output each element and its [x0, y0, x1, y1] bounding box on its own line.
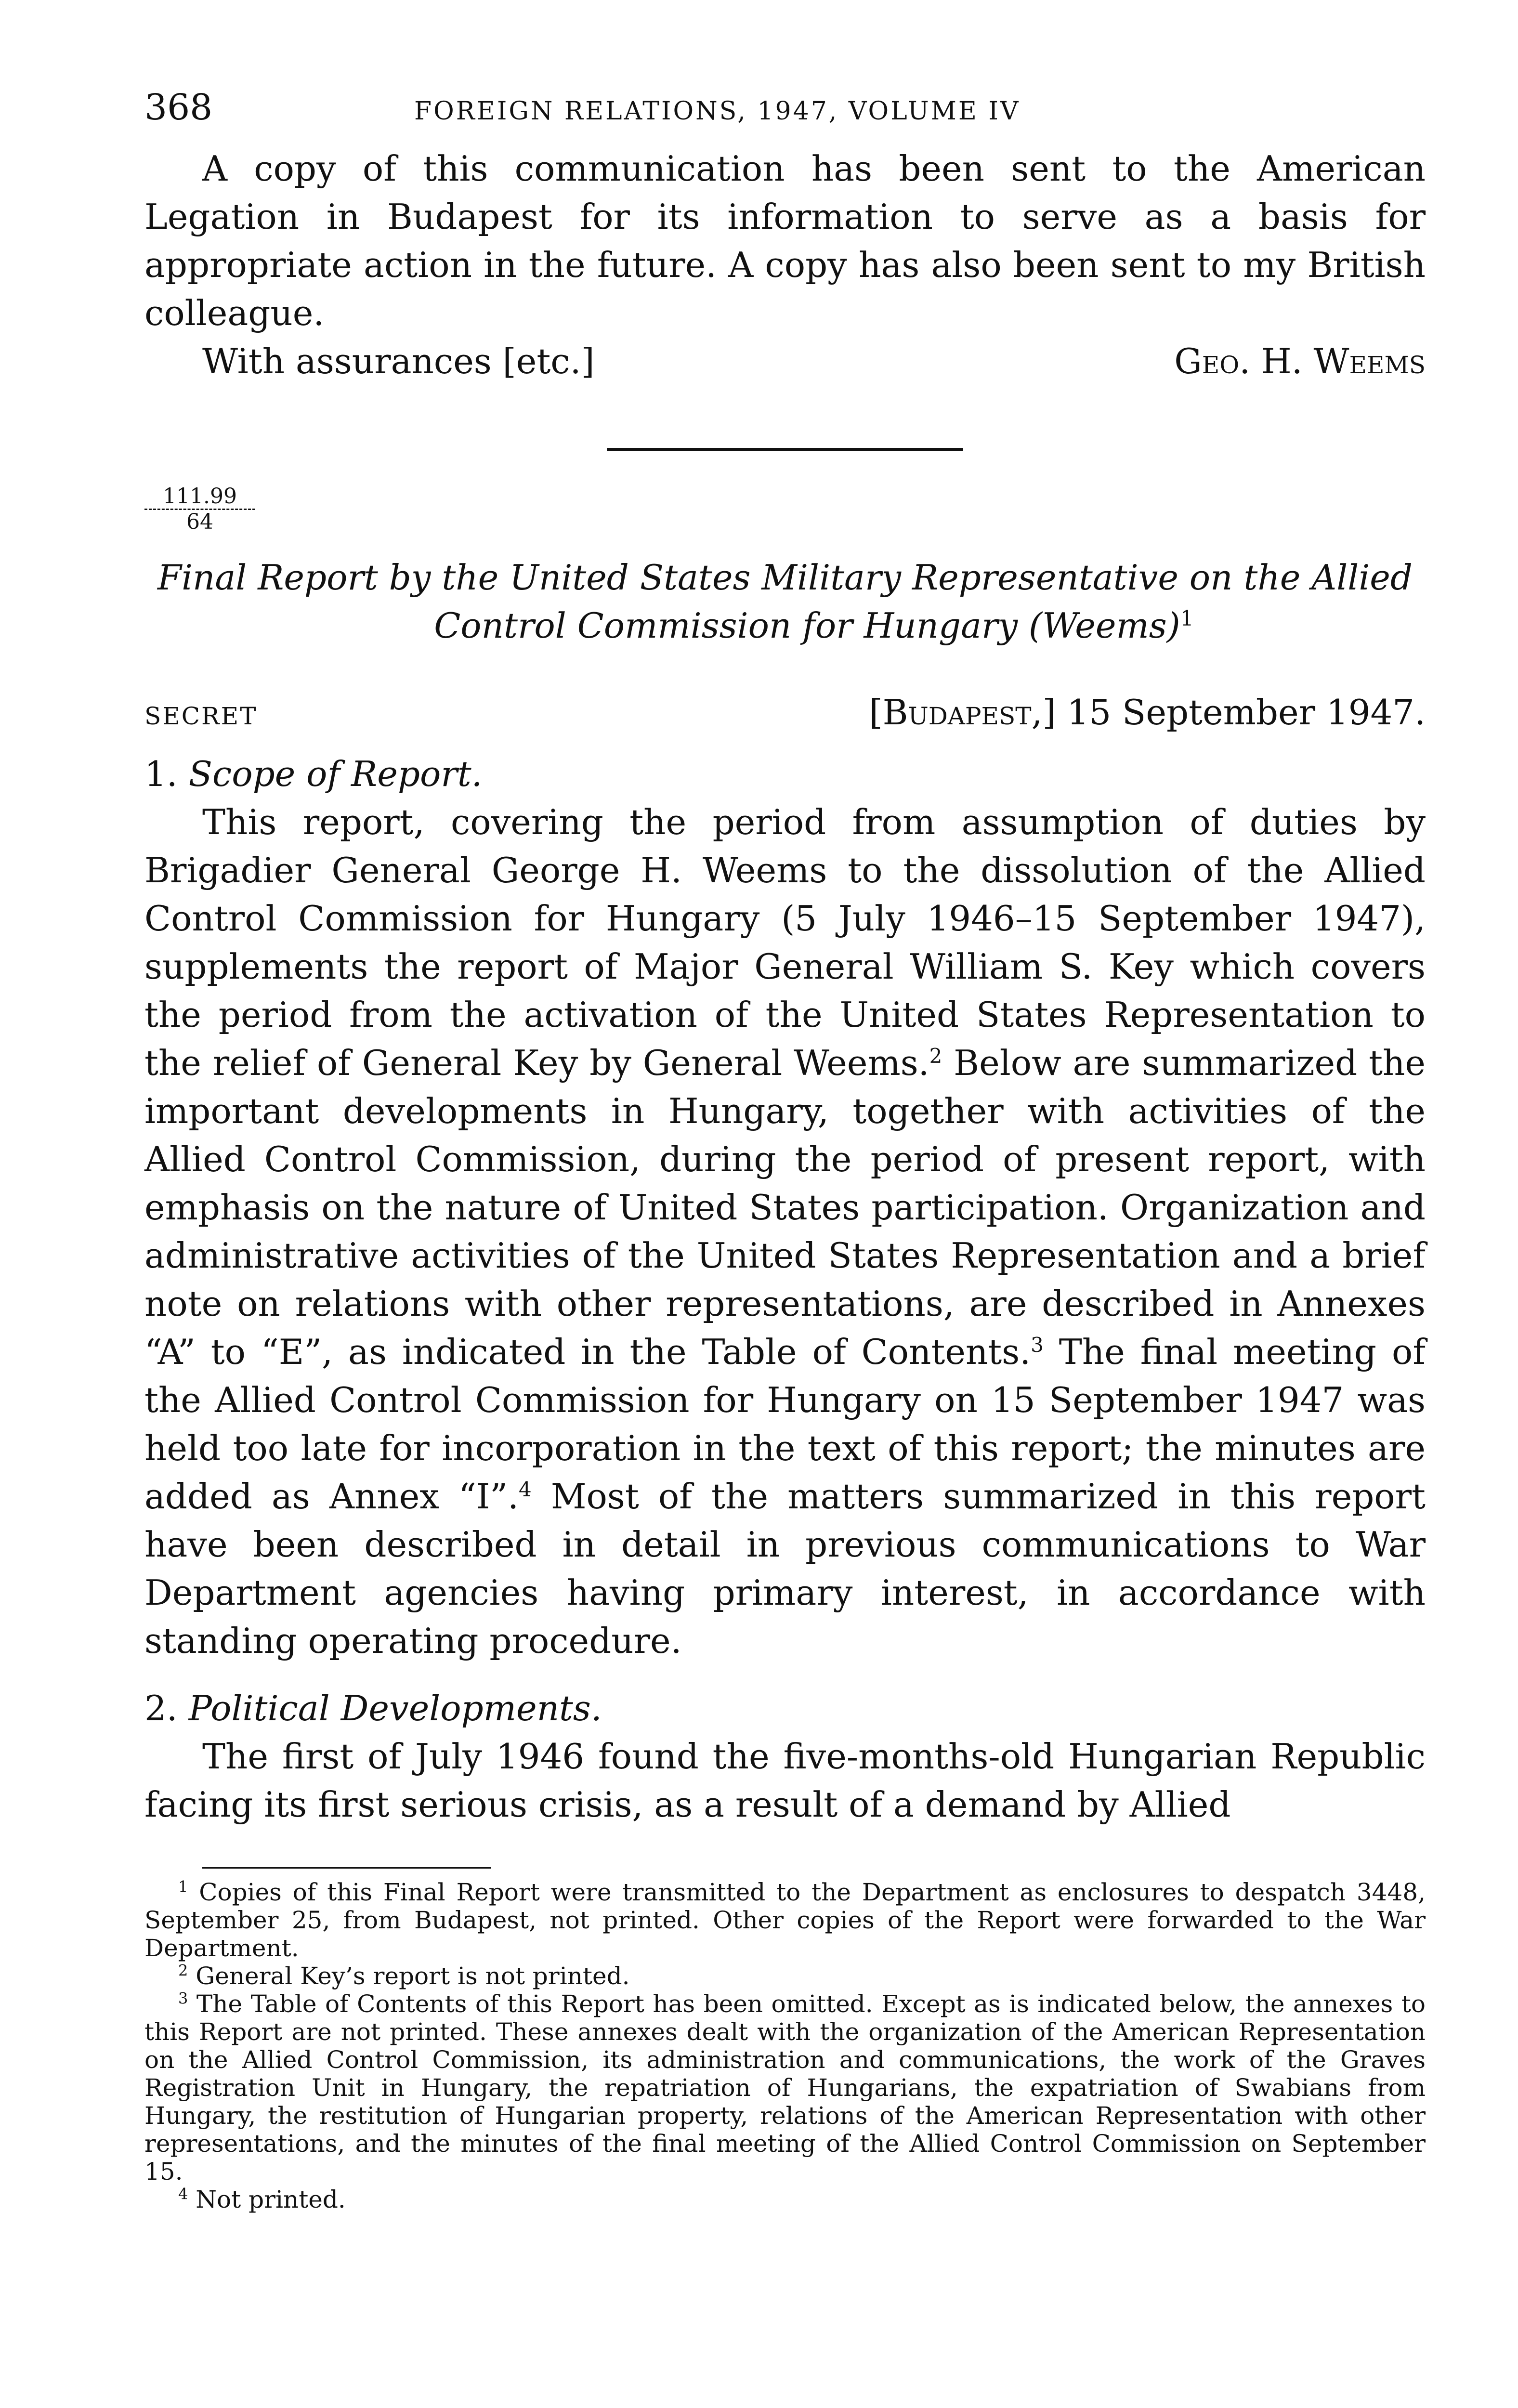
page-number: 368: [144, 87, 213, 128]
footnote-3-marker: 3: [178, 1989, 188, 2008]
section-2-heading: [144, 1684, 1426, 1732]
file-number-bottom: 64: [186, 510, 213, 534]
document-separator-rule: [607, 448, 963, 451]
file-number-top: 111.99: [144, 484, 255, 510]
footnote-ref-2: 2: [929, 1044, 942, 1068]
section-1-text-part-2: Below are summarized the important developments in Hungary, together with activities of the Allied Control Commission, during the period of present report, with emphasis on the nature of United States participation. Organization and administrative activities of the United States Representation and a brief note on relations with other representations, are described in Annexes “A” to “E”, as indicated in the Table of Contents.: [144, 1043, 1426, 1372]
section-1-heading: [144, 750, 1426, 798]
footnote-1: [144, 1878, 1426, 1962]
section-2-number: 2.: [144, 1688, 178, 1728]
section-1-number: 1.: [144, 754, 178, 794]
running-title: FOREIGN RELATIONS, 1947, VOLUME IV: [414, 97, 1021, 126]
place-and-date: [869, 688, 1426, 736]
footnote-1-text: Copies of this Final Report were transmitted to the Department as enclosures to despatch 3448, September 25, from Budapest, not printed. Other copies of the Report were forwarded to the War Department.: [144, 1878, 1426, 1962]
footnote-3: [144, 1990, 1426, 2186]
place: [Budapest,]: [869, 692, 1056, 733]
section-1-text-part-3: The final meeting of the Allied Control Commission for Hungary on 15 September 1947 was held too late for incorporation in the text of this report; the minutes are added as Annex “I”.: [144, 1332, 1426, 1517]
footnote-4-text: Not printed.: [196, 2186, 346, 2213]
footnote-ref-4: 4: [518, 1478, 532, 1501]
signature: Geo. H. Weems: [1174, 341, 1426, 381]
classification-marking: SECRET: [144, 702, 258, 730]
running-head: [144, 87, 1426, 144]
closing-line: [144, 337, 1426, 385]
section-1-paragraph: [144, 798, 1426, 1665]
footnote-4-marker: 4: [178, 2185, 188, 2203]
previous-document-paragraph: A copy of this communication has been sent to the American Legation in Budapest for its information to serve as a basis for appropriate action in the future. A copy has also been sent to my British colleague.: [144, 148, 1426, 333]
footnote-2-text: General Key’s report is not printed.: [196, 1962, 630, 1990]
document-title: [144, 553, 1426, 650]
dateline: [144, 688, 1426, 740]
document-title-text: Final Report by the United States Military Representative on the Allied Control Commission for Hungary (Weems): [157, 557, 1413, 646]
section-2-paragraph: The first of July 1946 found the five-months-old Hungarian Republic facing its first serious crisis, as a result of a demand by Allied: [144, 1736, 1426, 1825]
section-1-label: Scope of Report.: [188, 754, 483, 794]
footnote-4: [144, 2186, 1426, 2213]
section-2-label: Political Developments.: [188, 1688, 602, 1728]
footnote-ref-3: 3: [1031, 1333, 1044, 1357]
closing-formula: With assurances [etc.]: [202, 341, 595, 381]
section-1-text-part-4: Most of the matters summarized in this report have been described in detail in previous communications to War Department agencies having primary interest, in accordance with standing operating procedure.: [144, 1476, 1426, 1661]
document-page: [144, 87, 1426, 2213]
title-footnote-ref: 1: [1180, 606, 1194, 631]
footnote-3-text: The Table of Contents of this Report has been omitted. Except as is indicated below, the annexes to this Report are not printed. These annexes dealt with the organization of the American Representation on the Allied Control Commission, its administration and communications, the work of the Graves Registration Unit in Hungary, the repatriation of Hungarians, the expatriation of Swabians from Hungary, the restitution of Hungarian property, relations of the American Representation with other representations, and the minutes of the final meeting of the Allied Control Commission on September 15.: [144, 1990, 1426, 2186]
date: 15 September 1947.: [1067, 692, 1426, 733]
section-1-text-part-1: This report, covering the period from assumption of duties by Brigadier General George H. Weems to the dissolution of the Allied Control Commission for Hungary (5 July 1946–15 September 1947), supplements the report of Major General William S. Key which covers the period from the activation of the United States Representation to the relief of General Key by General Weems.: [144, 802, 1426, 1083]
footnotes: [144, 1878, 1426, 2213]
footnote-rule: [202, 1867, 491, 1869]
file-number: [144, 484, 255, 534]
footnote-1-marker: 1: [178, 1877, 188, 1896]
footnote-2: [144, 1962, 1426, 1990]
footnote-2-marker: 2: [178, 1961, 188, 1980]
